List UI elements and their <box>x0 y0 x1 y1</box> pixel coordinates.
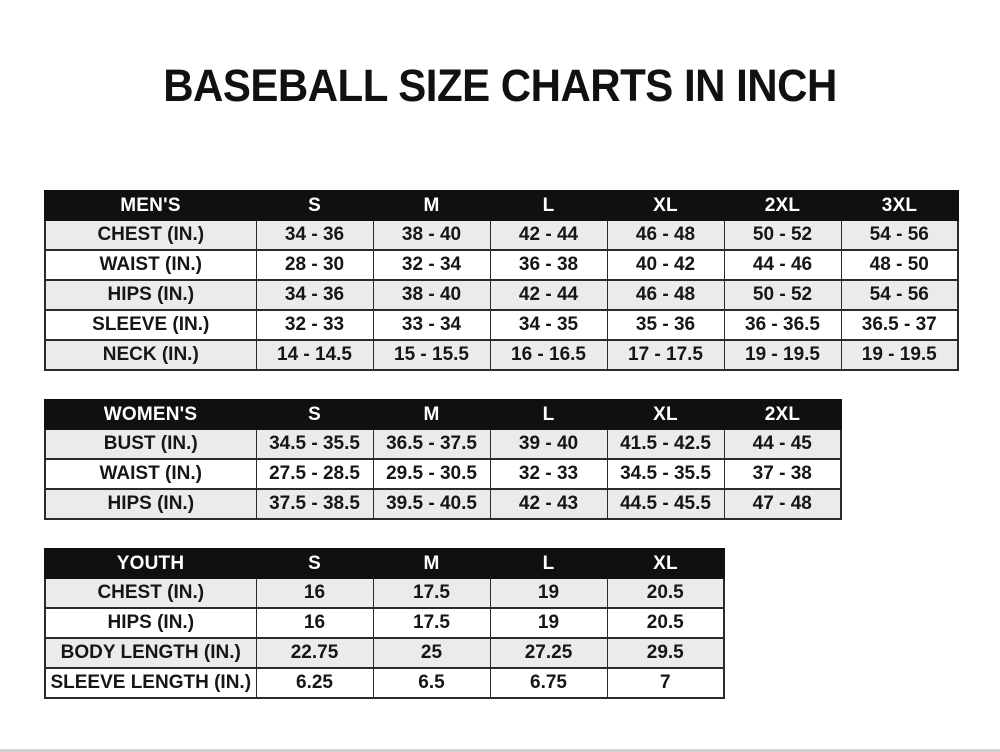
value-cell: 38 - 40 <box>373 280 490 310</box>
value-cell: 22.75 <box>256 638 373 668</box>
value-cell: 36.5 - 37.5 <box>373 429 490 459</box>
table-row <box>45 578 724 608</box>
value-cell: 46 - 48 <box>607 220 724 250</box>
value-cell: 19 <box>490 578 607 608</box>
size-chart-tables <box>44 190 959 727</box>
value-cell: 39.5 - 40.5 <box>373 489 490 519</box>
value-cell: 40 - 42 <box>607 250 724 280</box>
value-cell: 29.5 <box>607 638 724 668</box>
value-cell: 48 - 50 <box>841 250 958 280</box>
table-row <box>45 608 724 638</box>
table-row <box>45 638 724 668</box>
value-cell: 15 - 15.5 <box>373 340 490 370</box>
value-cell: 17.5 <box>373 608 490 638</box>
value-cell: 25 <box>373 638 490 668</box>
value-cell: 37.5 - 38.5 <box>256 489 373 519</box>
column-header-cell: L <box>490 191 607 220</box>
row-label-cell: CHEST (IN.) <box>45 578 256 608</box>
value-cell: 34 - 35 <box>490 310 607 340</box>
value-cell: 39 - 40 <box>490 429 607 459</box>
value-cell: 20.5 <box>607 578 724 608</box>
value-cell: 50 - 52 <box>724 220 841 250</box>
column-header-cell: L <box>490 400 607 429</box>
column-header-cell: S <box>256 400 373 429</box>
value-cell: 19 - 19.5 <box>724 340 841 370</box>
table-header-row <box>45 400 841 429</box>
value-cell: 32 - 33 <box>490 459 607 489</box>
value-cell: 33 - 34 <box>373 310 490 340</box>
row-label-cell: WAIST (IN.) <box>45 459 256 489</box>
value-cell: 16 <box>256 608 373 638</box>
value-cell: 44 - 45 <box>724 429 841 459</box>
value-cell: 34 - 36 <box>256 220 373 250</box>
column-header-cell: 3XL <box>841 191 958 220</box>
category-name-cell: MEN'S <box>45 191 256 220</box>
value-cell: 34.5 - 35.5 <box>256 429 373 459</box>
row-label-cell: HIPS (IN.) <box>45 608 256 638</box>
value-cell: 42 - 44 <box>490 220 607 250</box>
value-cell: 14 - 14.5 <box>256 340 373 370</box>
row-label-cell: HIPS (IN.) <box>45 489 256 519</box>
table-row <box>45 280 958 310</box>
column-header-cell: XL <box>607 400 724 429</box>
table-header-row <box>45 191 958 220</box>
column-header-cell: S <box>256 191 373 220</box>
value-cell: 46 - 48 <box>607 280 724 310</box>
column-header-cell: L <box>490 549 607 578</box>
column-header-cell: M <box>373 549 490 578</box>
row-label-cell: WAIST (IN.) <box>45 250 256 280</box>
value-cell: 6.25 <box>256 668 373 698</box>
table-row <box>45 250 958 280</box>
value-cell: 7 <box>607 668 724 698</box>
size-table-men-s <box>44 190 959 371</box>
row-label-cell: SLEEVE LENGTH (IN.) <box>45 668 256 698</box>
row-label-cell: BODY LENGTH (IN.) <box>45 638 256 668</box>
value-cell: 19 <box>490 608 607 638</box>
row-label-cell: NECK (IN.) <box>45 340 256 370</box>
value-cell: 54 - 56 <box>841 280 958 310</box>
row-label-cell: SLEEVE (IN.) <box>45 310 256 340</box>
value-cell: 47 - 48 <box>724 489 841 519</box>
value-cell: 6.5 <box>373 668 490 698</box>
value-cell: 29.5 - 30.5 <box>373 459 490 489</box>
page-title: BASEBALL SIZE CHARTS IN INCH <box>163 60 837 111</box>
value-cell: 54 - 56 <box>841 220 958 250</box>
value-cell: 32 - 33 <box>256 310 373 340</box>
column-header-cell: S <box>256 549 373 578</box>
table-row <box>45 429 841 459</box>
value-cell: 16 - 16.5 <box>490 340 607 370</box>
value-cell: 38 - 40 <box>373 220 490 250</box>
value-cell: 16 <box>256 578 373 608</box>
value-cell: 44 - 46 <box>724 250 841 280</box>
size-table-women-s <box>44 399 842 520</box>
column-header-cell: XL <box>607 549 724 578</box>
value-cell: 19 - 19.5 <box>841 340 958 370</box>
value-cell: 42 - 43 <box>490 489 607 519</box>
category-name-cell: YOUTH <box>45 549 256 578</box>
column-header-cell: 2XL <box>724 191 841 220</box>
value-cell: 34.5 - 35.5 <box>607 459 724 489</box>
value-cell: 17.5 <box>373 578 490 608</box>
value-cell: 36.5 - 37 <box>841 310 958 340</box>
value-cell: 32 - 34 <box>373 250 490 280</box>
row-label-cell: CHEST (IN.) <box>45 220 256 250</box>
table-header-row <box>45 549 724 578</box>
value-cell: 44.5 - 45.5 <box>607 489 724 519</box>
value-cell: 17 - 17.5 <box>607 340 724 370</box>
column-header-cell: 2XL <box>724 400 841 429</box>
value-cell: 35 - 36 <box>607 310 724 340</box>
table-row <box>45 489 841 519</box>
column-header-cell: XL <box>607 191 724 220</box>
category-name-cell: WOMEN'S <box>45 400 256 429</box>
row-label-cell: BUST (IN.) <box>45 429 256 459</box>
column-header-cell: M <box>373 400 490 429</box>
table-row <box>45 220 958 250</box>
value-cell: 34 - 36 <box>256 280 373 310</box>
value-cell: 50 - 52 <box>724 280 841 310</box>
value-cell: 20.5 <box>607 608 724 638</box>
table-row <box>45 459 841 489</box>
value-cell: 36 - 36.5 <box>724 310 841 340</box>
table-row <box>45 310 958 340</box>
value-cell: 36 - 38 <box>490 250 607 280</box>
value-cell: 6.75 <box>490 668 607 698</box>
value-cell: 37 - 38 <box>724 459 841 489</box>
table-row <box>45 668 724 698</box>
size-table-youth <box>44 548 725 699</box>
value-cell: 27.25 <box>490 638 607 668</box>
row-label-cell: HIPS (IN.) <box>45 280 256 310</box>
value-cell: 41.5 - 42.5 <box>607 429 724 459</box>
table-row <box>45 340 958 370</box>
value-cell: 27.5 - 28.5 <box>256 459 373 489</box>
value-cell: 28 - 30 <box>256 250 373 280</box>
value-cell: 42 - 44 <box>490 280 607 310</box>
column-header-cell: M <box>373 191 490 220</box>
